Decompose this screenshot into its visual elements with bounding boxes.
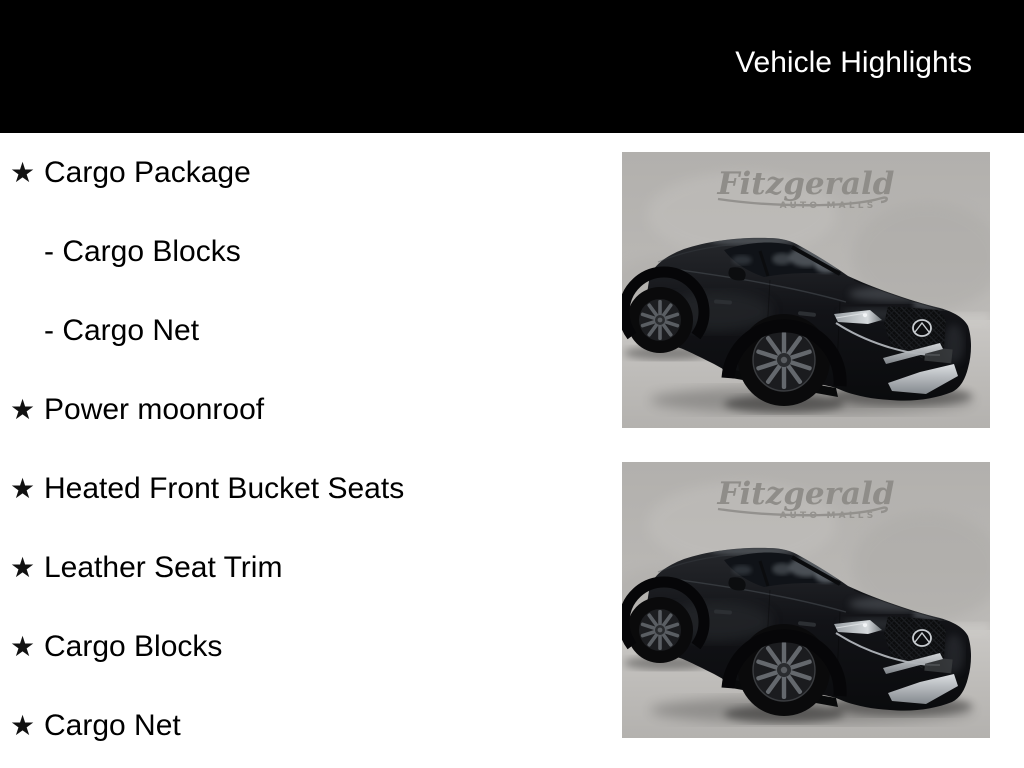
highlight-item	[0, 133, 610, 212]
vehicle-photo-2	[622, 462, 990, 738]
star-bullet-icon: ★	[10, 629, 36, 663]
star-bullet-icon: ★	[10, 550, 36, 584]
highlight-label: Power moonroof	[44, 392, 265, 426]
highlight-item	[0, 528, 610, 607]
highlight-item	[0, 686, 610, 765]
highlight-item	[0, 449, 610, 528]
highlight-label: Leather Seat Trim	[44, 550, 283, 584]
header-bar	[0, 0, 1024, 133]
vehicle-photo-1	[622, 152, 990, 428]
highlight-label: - Cargo Blocks	[44, 234, 241, 268]
highlight-subitem	[0, 291, 610, 370]
highlight-subitem	[0, 212, 610, 291]
page-title: Vehicle Highlights	[735, 46, 972, 79]
highlight-label: Cargo Blocks	[44, 629, 223, 663]
highlight-label: - Cargo Net	[44, 313, 200, 347]
highlight-label: Heated Front Bucket Seats	[44, 471, 405, 505]
star-bullet-icon: ★	[10, 392, 36, 426]
highlight-label: Cargo Package	[44, 155, 251, 189]
highlight-item	[0, 607, 610, 686]
star-bullet-icon: ★	[10, 708, 36, 742]
highlights-list	[0, 133, 610, 765]
star-bullet-icon: ★	[10, 155, 36, 189]
highlight-label: Cargo Net	[44, 708, 181, 742]
star-bullet-icon: ★	[10, 471, 36, 505]
highlight-item	[0, 370, 610, 449]
